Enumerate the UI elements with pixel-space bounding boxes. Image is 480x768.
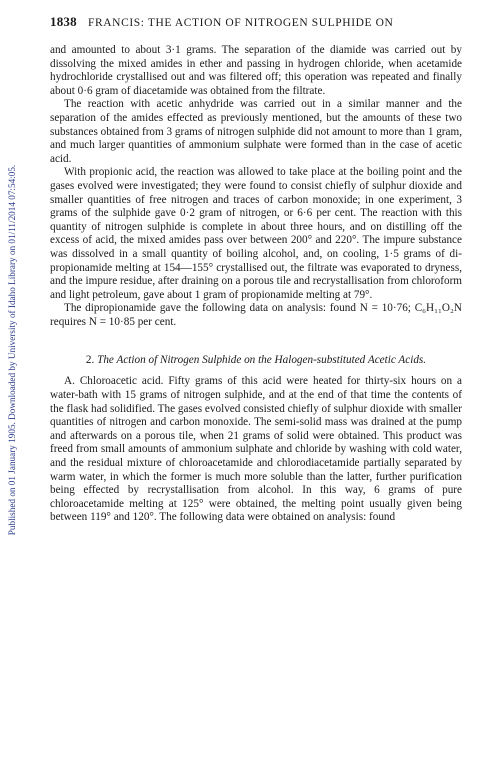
spacer	[50, 367, 462, 375]
paragraph: With propionic acid, the reaction was allowed to take place at the boiling point and the gases evolved were investigated; they were found to consist chiefly of sulphur dioxide and smaller quantities of free nitrogen and traces of carbon monoxide; in one experiment, 3 grams of the sulphide gave 0·2 gram of nitrogen, or 6·6 per cent. The reaction with this quantity of nitrogen sulphide is complete in about three hours, and on distilling off the excess of acid, the mixed amides pass over between 200° and 220°. The impure substance was dissolved in a small quantity of boiling alcohol, and, on cooling, 1·5 grams of di-propionamide melting at 154—155° crystallised out, the filtrate was evaporated to dryness, and the impure residue, after draining on a porous tile and recrystallisation from chloroform and light petroleum, gave about 1 gram of propionamide melting at 79°.	[50, 166, 462, 301]
page-number: 1838	[50, 14, 77, 29]
section-number: 2.	[85, 354, 95, 367]
paragraph: and amounted to about 3·1 grams. The separation of the diamide was carried out by dissolving the mixed amides in ether and passing in hydrogen chloride, when acetamide hydrochloride crystallised out and was filtered off; this operation was repeated and finally about 0·6 gram of diacetamide was obtained from the filtrate.	[50, 44, 462, 97]
section-heading	[50, 353, 462, 367]
article-body	[50, 44, 462, 525]
provenance-text[interactable]: Published on 01 January 1905. Downloaded by University of Idaho Library on 01/11/2014 07:54:05.	[7, 164, 17, 536]
section-title: The Action of Nitrogen Sulphide on the Halogen-substituted Acetic Acids.	[97, 354, 427, 367]
paragraph: A. Chloroacetic acid. Fifty grams of this acid were heated for thirty-six hours on a water-bath with 15 grams of nitrogen sulphide, and at the end of that time the contents of the flask had solidified. The gases evolved consisted chiefly of sulphur dioxide with smaller quantities of nitrogen and carbon monoxide. The semi-solid mass was drained at the pump and afterwards on a porous tile, when 21 grams of solid were obtained. This product was freed from small amounts of ammonium sulphate and chloride by washing with cold water, and the residual mixture of chloroacetamide and chlorodiacetamide partially separated by warm water, in which the former is much more soluble than the latter, further purification being effected by recrystallisation from alcohol. In this way, 6 grams of pure chloroacetamide melting at 125° were obtained, the melting point usually given being between 119° and 120°. The following data were obtained on analysis: found	[50, 375, 462, 524]
provenance-sidebar	[6, 50, 18, 650]
running-title: FRANCIS: THE ACTION OF NITROGEN SULPHIDE ON	[88, 17, 394, 29]
running-header	[50, 14, 460, 30]
paragraph: The dipropionamide gave the following data on analysis: found N = 10·76; C₆H₁₁O₂N requires N = 10·85 per cent.	[50, 302, 462, 328]
paragraph: The reaction with acetic anhydride was carried out in a similar manner and the separation of the amides effected as previously mentioned, but the amounts of these two substances obtained from 3 grams of nitrogen sulphide did not amount to more than 1 gram, and much larger quantities of ammonium sulphate were formed than in the case of acetic acid.	[50, 98, 462, 165]
